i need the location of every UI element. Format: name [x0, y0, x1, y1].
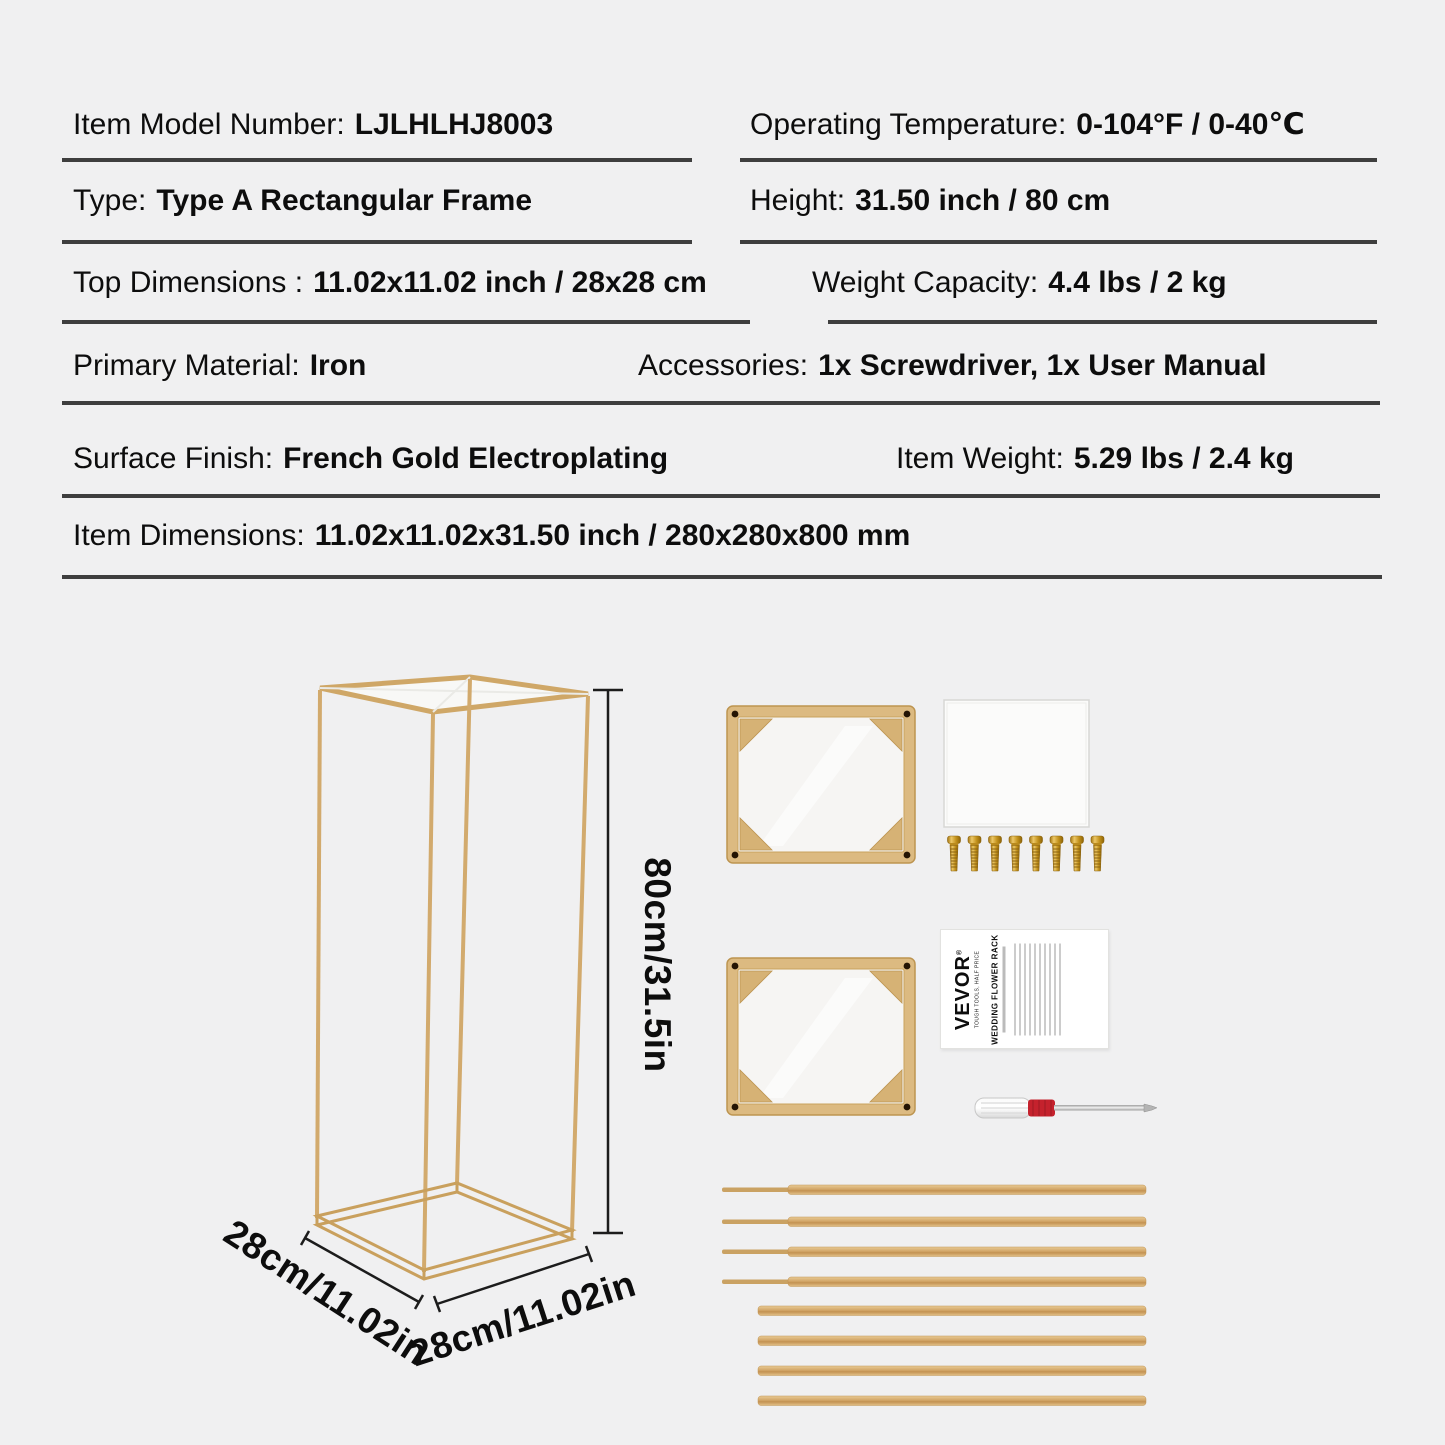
spec-label: Primary Material: — [73, 349, 300, 382]
acrylic-panel-part — [944, 700, 1089, 827]
square-frame-part-1 — [727, 706, 915, 863]
user-manual — [940, 929, 1109, 1049]
spec-label: Item Model Number: — [73, 108, 345, 141]
screw-set — [948, 836, 1105, 871]
spec-value: LJLHLHJ8003 — [354, 108, 554, 141]
spec-value: 31.50 inch / 80 cm — [855, 184, 1111, 217]
spec-value: French Gold Electroplating — [283, 442, 669, 475]
brand-logo: VEVOR® — [952, 948, 975, 1031]
spec-label: Weight Capacity: — [812, 266, 1039, 299]
spec-value: 11.02x11.02x31.50 inch / 280x280x800 mm — [314, 519, 911, 552]
spec-label: Item Dimensions: — [73, 519, 305, 552]
spec-value: Iron — [309, 349, 367, 382]
spec-label: Accessories: — [638, 349, 809, 382]
spec-label: Item Weight: — [896, 442, 1064, 475]
manual-paragraph-lines — [1014, 944, 1060, 1036]
rod-set-tipped — [722, 1185, 1146, 1287]
height-dimension-label: 80cm/31.5in — [637, 857, 678, 1073]
spec-label: Type: — [73, 184, 147, 217]
brand-tagline: TOUGH TOOLS, HALF PRICE — [974, 950, 981, 1029]
spec-label: Operating Temperature: — [750, 108, 1067, 141]
manual-title: WEDDING FLOWER RACK — [990, 934, 1000, 1045]
spec-value: 1x Screwdriver, 1x User Manual — [818, 349, 1267, 382]
spec-label: Top Dimensions : — [73, 266, 304, 299]
rod-set-plain — [758, 1306, 1146, 1406]
spec-value: 11.02x11.02 inch / 28x28 cm — [313, 266, 707, 299]
spec-value: 0-104°F / 0-40℃ — [1076, 108, 1305, 141]
manual-model-line — [1002, 947, 1005, 1033]
depth-dimension-label: 28cm/11.02in — [216, 1211, 436, 1374]
registered-mark: ® — [956, 948, 964, 956]
square-frame-part-2 — [727, 958, 915, 1115]
spec-label: Height: — [750, 184, 846, 217]
spec-value: Type A Rectangular Frame — [156, 184, 533, 217]
screwdriver-icon — [975, 1098, 1157, 1118]
spec-value: 5.29 lbs / 2.4 kg — [1073, 442, 1294, 475]
user-manual-content — [941, 931, 1108, 1049]
width-dimension-label: 28cm/11.02in — [405, 1262, 641, 1375]
spec-label: Surface Finish: — [73, 442, 274, 475]
assembled-stand — [317, 677, 588, 1279]
spec-value: 4.4 lbs / 2 kg — [1048, 266, 1227, 299]
